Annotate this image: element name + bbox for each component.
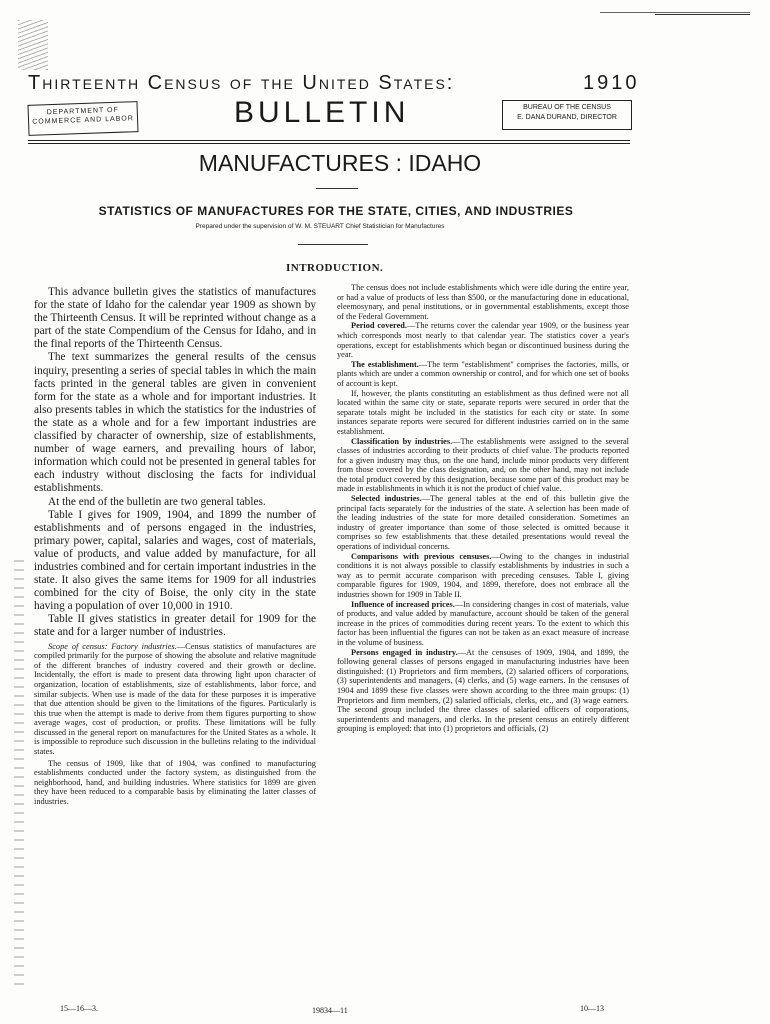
paragraph: The text summarizes the general results of the census inquiry, presenting a series of special tables in which the main facts printed in the general tables are given in convenient form for the state as a whole and for important industries. It also presents tables in which the statistics for the industries of the state as a whole and for a few important industries are classified by character of ownership, size of establishments, number of wage earners, and prevailing hours of labor, information which could not be presented in general tables for each industry without disclosing the facts for individual establishments. xyxy=(34,351,316,495)
paragraph-body: —At the censuses of 1909, 1904, and 1899, the following general classes of persons engaged in manufacturing industries have been distinguished: (1) Proprietors and firm members, (2) salaried officers of corporations, (3) superintendents and managers, (4) clerks, and (5) wage earners. In the censuses of 1904 and 1899 these five classes were shown according to the three main groups: (1) Proprietors and firm members, (2) salaried officials, clerks, etc., and (3) wage earners. The second group included the three classes of salaried officers of corporations, superintendents and managers, and clerks. In the present census an entirely different grouping is employed: that into (1) proprietors and officials, (2) xyxy=(337,647,629,734)
census-header xyxy=(28,72,640,95)
paragraph-body: —The returns cover the calendar year 1909, or the business year which corresponds most nearly to that calendar year. The statistics cover a year's operations, except for establishments which began or discontinued business during the year. xyxy=(337,321,629,360)
paragraph-lead: Comparisons with previous censuses. xyxy=(351,551,492,561)
paragraph-body: —Census statistics of manufactures are compiled primarily for the purpose of showing the absolute and relative magnitude of the different branches of industry covered and their growth or decline. Incidentally, the effort is made to present data throwing light upon character of organization, location of establishments, size of establishments, labor force, and similar subjects. When use is made of the data for these purposes it is imperative that due attention should be given to the limitations of the figures. Particularly is this true when the attempt is made to derive from them figures purporting to show average wages, cost of production, or profits. These limitations will be fully discussed in the general report on manufactures for the United States as a whole. It is impossible to reproduce such discussion in the bulletins relating to the individual states. xyxy=(34,641,316,757)
top-rule xyxy=(600,12,750,13)
paragraph: Table I gives for 1909, 1904, and 1899 the number of establishments and of persons engaged in the industries, primary power, capital, salaries and wages, cost of materials, value of products, and value added by manufacture, for all industries combined and for certain important industries in the state. It also gives the same items for 1909 for all industries combined for the city of Boise, the only city in the state having a population of over 10,000 in 1910. xyxy=(34,508,316,613)
paragraph xyxy=(337,648,629,734)
section-heading: INTRODUCTION. xyxy=(286,262,384,274)
left-column xyxy=(34,286,316,807)
header-rule xyxy=(28,143,630,144)
paragraph: At the end of the bulletin are two general tables. xyxy=(48,495,266,508)
bureau-name: BUREAU OF THE CENSUS xyxy=(523,104,611,111)
paragraph-lead: Selected industries. xyxy=(351,494,422,504)
prepared-by: Prepared under the supervision of W. M. STEUART Chief Statistician for Manufactures xyxy=(195,223,445,230)
bureau-director: E. DANA DURAND, DIRECTOR xyxy=(517,114,617,121)
paragraph-body: —The term "establishment" comprises the factories, mills, or plants which are under a common ownership or control, and for which one set of books of account is kept. xyxy=(337,359,629,388)
paragraph-body: —The general tables at the end of this bulletin give the principal facts separately for the industries of the state. A selection has been made of the leading industries of the state for more detailed consideration. Sometimes an industry of greater importance than some of those selected is omitted because it comprises so few establishments that these detailed presentations would reveal the operations of individual concerns. xyxy=(337,494,629,552)
department-box: DEPARTMENT OF COMMERCE AND LABOR xyxy=(27,101,138,136)
paragraph-body: —In considering changes in cost of materials, value of products, and value added by manufacture, account should be taken of the general increase in the prices of commodities during recent years. To the extent to which this factor has been influential the figures can not be taken as an exact measure of increase in the volume of business. xyxy=(337,599,629,647)
paragraph-lead: Classification by industries. xyxy=(351,436,453,446)
footer-right: 10—13 xyxy=(580,1004,604,1013)
header-rule xyxy=(28,140,630,141)
binding-artifact xyxy=(14,560,24,990)
paragraph-lead: Influence of increased prices. xyxy=(351,599,455,609)
subtitle-rule xyxy=(298,244,368,245)
census-year: 1910 xyxy=(583,72,640,94)
top-rule xyxy=(655,14,750,15)
scan-artifact xyxy=(18,20,48,70)
paragraph xyxy=(34,642,316,757)
paragraph: The census does not include establishments which were idle during the entire year, or had a value of products of less than $500, or the manufacturing done in educational, eleemosynary, and penal institutions, or in governmental establishments, except those of the Federal Government. xyxy=(337,283,629,321)
paragraph: If, however, the plants constituting an establishment as thus defined were not all located within the same city or state, separate reports were secured in order that the separate totals might be included in the statistics for each city or state. In some instances separate reports were secured for different industries carried on in the same establishment. xyxy=(337,388,629,436)
paragraph-body: —Owing to the changes in industrial conditions it is not always possible to classify establishments by industries in such a way as to permit accurate comparison with preceding censuses. Table I, giving comparable figures for 1909, 1904, and 1899, therefore, does not embrace all the industries shown for 1909 in Table II. xyxy=(337,551,630,599)
paragraph-lead: Scope of census: Factory industries. xyxy=(48,641,177,651)
paragraph: Table II gives statistics in greater detail for 1909 for the state and for a larger number of industries. xyxy=(34,613,316,639)
bulletin-title: BULLETIN xyxy=(234,96,410,129)
right-column xyxy=(337,283,629,734)
paragraph: The census of 1909, like that of 1904, was confined to manufacturing establishments conducted under the factory system, as distinguished from the neighborhood, hand, and building industries. Where statistics for 1899 are given they have been reduced to a comparable basis by eliminating the latter classes of industries. xyxy=(34,758,316,807)
paragraph-lead: Persons engaged in industry. xyxy=(351,647,458,657)
census-line: Thirteenth Census of the United States: xyxy=(28,72,455,94)
paragraph: This advance bulletin gives the statistics of manufactures for the state of Idaho for the calendar year 1909 as shown by the Thirteenth Census. It will be reprinted without change as a part of the state Compendium of the Census for Idaho, and in the final reports of the Thirteenth Census. xyxy=(34,286,316,351)
paragraph xyxy=(337,494,629,552)
paragraph-body: —The establishments were assigned to the several classes of industries according to their products of chief value. The products reported for a given industry may thus, on the one hand, include minor products very different from those covered by the class designation, and, on the other hand, may not include the total product covered by this designation, because some part of this product may be made in establishments in which it is not the product of chief value. xyxy=(337,436,629,494)
paragraph-lead: Period covered. xyxy=(351,321,407,331)
footer-left: 15—16—3. xyxy=(60,1004,98,1013)
title-rule xyxy=(316,188,358,189)
page-title: MANUFACTURES : IDAHO xyxy=(198,150,482,176)
paragraph xyxy=(337,600,629,648)
footer-center: 19834—11 xyxy=(312,1006,348,1015)
bureau-box xyxy=(502,100,632,130)
paragraph-lead: The establishment. xyxy=(351,359,419,369)
page-subtitle: STATISTICS OF MANUFACTURES FOR THE STATE, CITIES, AND INDUSTRIES xyxy=(98,204,574,218)
paragraph xyxy=(337,360,629,389)
paragraph xyxy=(337,437,629,495)
paragraph xyxy=(337,552,629,600)
paragraph xyxy=(337,321,629,359)
